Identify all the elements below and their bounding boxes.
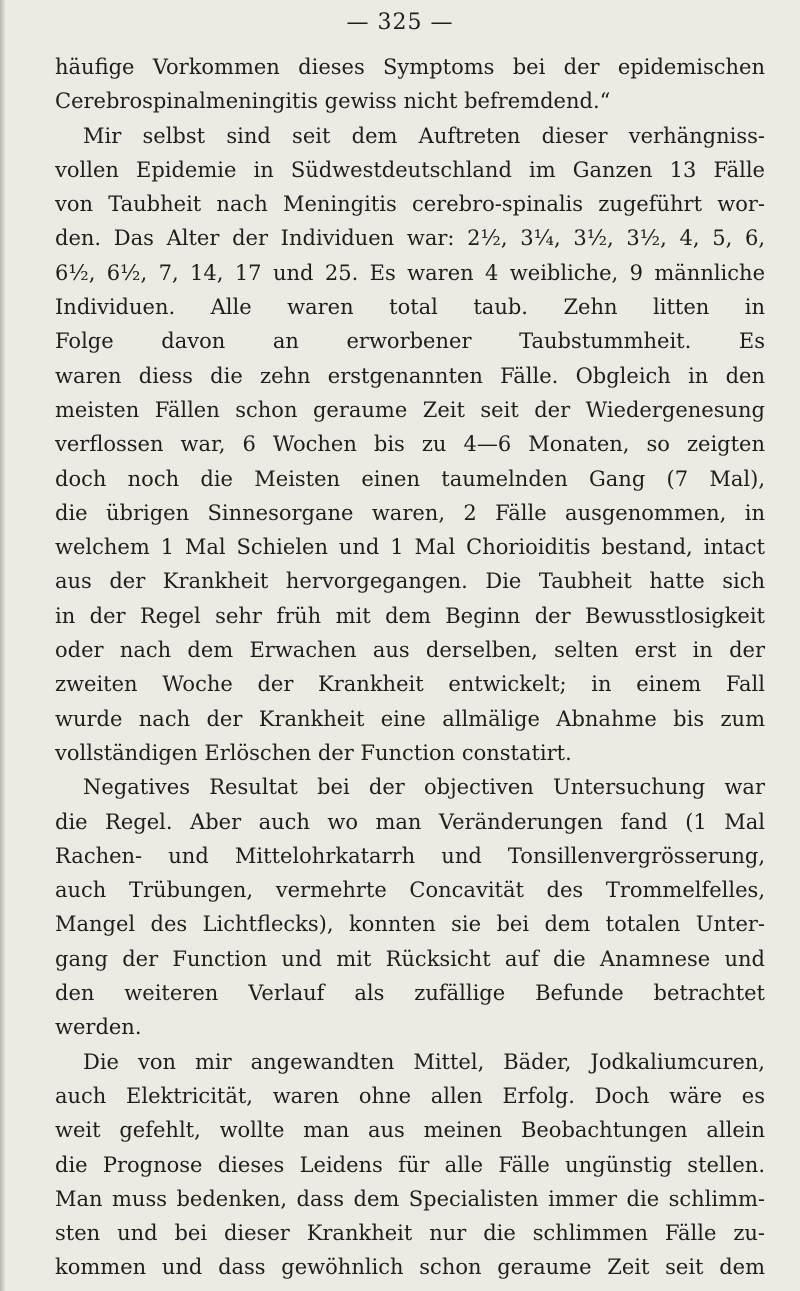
text-line: in der Regel sehr früh mit dem Beginn der Bewusstlosigkeit (55, 603, 765, 628)
text-line: die übrigen Sinnesorgane waren, 2 Fälle ausgenommen, in (55, 500, 765, 525)
text-line: sten und bei dieser Krankheit nur die schlimmen Fälle zu- (55, 1221, 765, 1246)
text-line: die Prognose dieses Leidens für alle Fälle ungünstig stellen. (55, 1152, 765, 1177)
text-line: Die von mir angewandten Mittel, Bäder, Jodkaliumcuren, (83, 1049, 765, 1074)
text-line: welchem 1 Mal Schielen und 1 Mal Chorioiditis bestand, intact (55, 535, 765, 560)
text-line: den. Das Alter der Individuen war: 2½, 3¼, 3½, 3½, 4, 5, 6, (55, 226, 765, 251)
text-line: gang der Function und mit Rücksicht auf die Anamnese und (55, 946, 765, 971)
page-number: — 325 — (346, 10, 454, 35)
text-line: doch noch die Meisten einen taumelnden Gang (7 Mal), (55, 466, 765, 491)
text-line: wurde nach der Krankheit eine allmälige Abnahme bis zum (55, 706, 765, 731)
page-edge-shadow (0, 0, 6, 1291)
text-line: Folge davon an erworbener Taubstummheit. Es (55, 329, 765, 354)
text-line: Man muss bedenken, dass dem Specialisten immer die schlimm- (55, 1186, 765, 1211)
text-line: auch Trübungen, vermehrte Concavität des Trommelfelles, (55, 878, 765, 903)
text-line: verflossen war, 6 Wochen bis zu 4—6 Monaten, so zeigten (55, 432, 765, 457)
text-line: werden. (55, 1015, 142, 1040)
text-line: vollen Epidemie in Südwestdeutschland im Ganzen 13 Fälle (55, 157, 765, 182)
text-line: den weiteren Verlauf als zufällige Befunde betrachtet (55, 981, 765, 1006)
text-line: kommen und dass gewöhnlich schon geraume Zeit seit dem (55, 1255, 765, 1280)
text-line: Mangel des Lichtflecks), konnten sie bei dem totalen Unter- (55, 912, 765, 937)
text-line: vollständigen Erlöschen der Function constatirt. (55, 740, 572, 765)
text-line: Cerebrospinalmeningitis gewiss nicht befremdend.“ (55, 89, 611, 114)
text-line: von Taubheit nach Meningitis cerebro-spinalis zugeführt wor- (55, 192, 765, 217)
text-line: weit gefehlt, wollte man aus meinen Beobachtungen allein (55, 1118, 765, 1143)
body-text (55, 50, 765, 1285)
text-line: aus der Krankheit hervorgegangen. Die Taubheit hatte sich (55, 569, 765, 594)
text-line: Negatives Resultat bei der objectiven Untersuchung war (83, 775, 765, 800)
text-line: die Regel. Aber auch wo man Veränderungen fand (1 Mal (55, 809, 765, 834)
text-line: 6½, 6½, 7, 14, 17 und 25. Es waren 4 weibliche, 9 männliche (55, 260, 765, 285)
text-line: oder nach dem Erwachen aus derselben, selten erst in der (55, 638, 765, 663)
text-line: Rachen- und Mittelohrkatarrh und Tonsillenvergrösserung, (55, 843, 765, 868)
text-line: Individuen. Alle waren total taub. Zehn litten in (55, 295, 765, 320)
text-line: zweiten Woche der Krankheit entwickelt; in einem Fall (55, 672, 765, 697)
text-line: auch Elektricität, waren ohne allen Erfolg. Doch wäre es (55, 1083, 765, 1108)
text-line: häufige Vorkommen dieses Symptoms bei der epidemischen (55, 55, 765, 79)
text-line: meisten Fällen schon geraume Zeit seit der Wiedergenesung (55, 397, 765, 422)
text-line: waren diess die zehn erstgenannten Fälle. Obgleich in den (55, 363, 765, 388)
text-line: Mir selbst sind seit dem Auftreten dieser verhängniss- (83, 123, 765, 148)
